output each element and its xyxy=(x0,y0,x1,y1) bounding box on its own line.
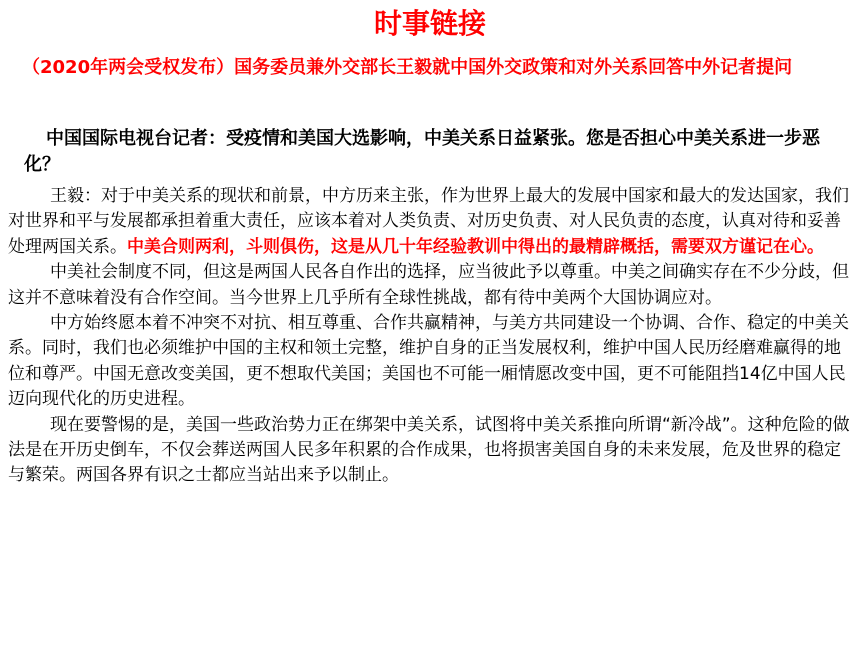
answer-paragraph-1-text: 王毅：对于中美关系的现状和前景，中方历来主张，作为世界上最大的发展中国家和最大的发达国家，我们对世界和平与发展都承担着重大责任，应该本着对人类负责、对历史负责、对人民负责的态度，认真对待和妥善处理两国关系。 xyxy=(8,186,849,257)
reporter-question: 中国国际电视台记者：受疫情和美国大选影响，中美关系日益紧张。您是否担心中美关系进一步恶化？ xyxy=(24,128,820,175)
subtitle: （2020年两会受权发布）国务委员兼外交部长王毅就中国外交政策和对外关系回答中外记者提问 xyxy=(22,57,793,78)
page-title: 时事链接 xyxy=(373,7,486,40)
answer-paragraph-4: 现在要警惕的是，美国一些政治势力正在绑架中美关系，试图将中美关系推向所谓“新冷战”。这种危险的做法是在开历史倒车，不仅会葬送两国人民多年积累的合作成果，也将损害美国自身的未来发展，危及世界的稳定与繁荣。两国各界有识之士都应当站出来予以制止。 xyxy=(8,414,850,486)
highlighted-quote: 中美合则两利，斗则俱伤，这是从几十年经验教训中得出的最精辟概括，需要双方谨记在心。 xyxy=(127,236,824,257)
answer-paragraph-1 xyxy=(8,184,850,260)
answer-paragraph-3: 中方始终愿本着不冲突不对抗、相互尊重、合作共赢精神，与美方共同建设一个协调、合作、稳定的中美关系。同时，我们也必须维护中国的主权和领土完整，维护自身的正当发展权利，维护中国人民历经磨难赢得的地位和尊严。中国无意改变美国，更不想取代美国；美国也不可能一厢情愿改变中国，更不可能阻挡14亿中国人民迈向现代化的历史进程。 xyxy=(8,313,849,410)
answer-paragraph-2: 中美社会制度不同，但这是两国人民各自作出的选择，应当彼此予以尊重。中美之间确实存在不少分歧，但这并不意味着没有合作空间。当今世界上几乎所有全球性挑战，都有待中美两个大国协调应对。 xyxy=(8,262,849,308)
answer-body xyxy=(8,184,850,489)
